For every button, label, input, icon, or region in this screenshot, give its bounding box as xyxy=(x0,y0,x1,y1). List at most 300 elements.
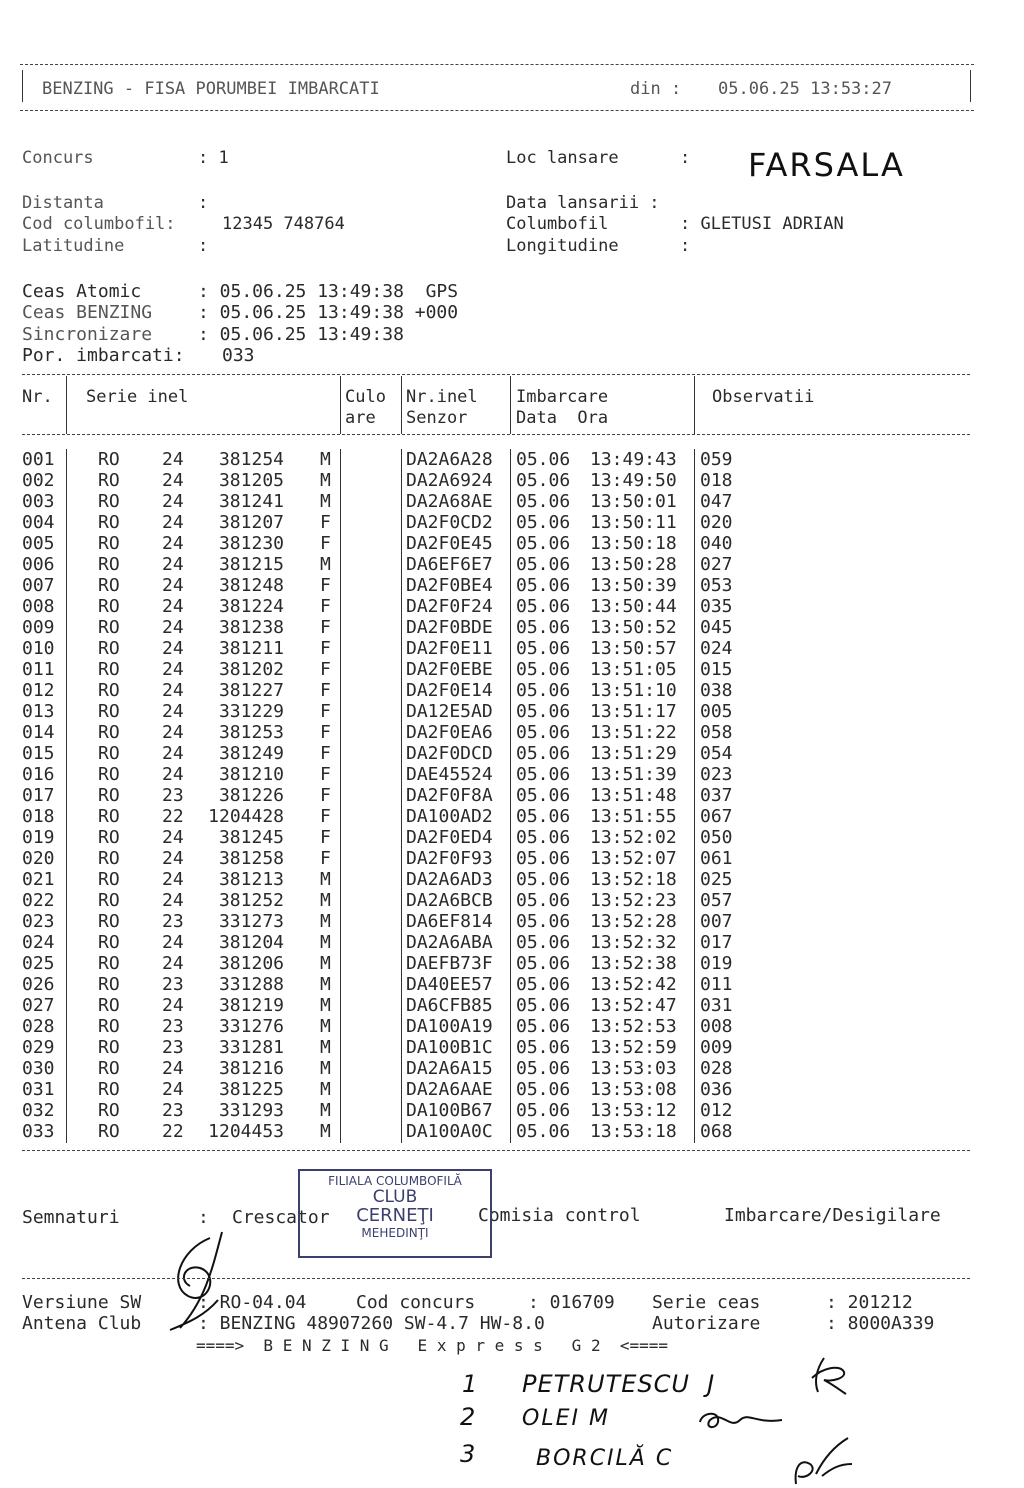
handwritten-initials-3 xyxy=(786,1434,856,1486)
row-year: 24 xyxy=(162,932,184,953)
row-data: 05.06 xyxy=(516,806,571,827)
row-observatii: 011 xyxy=(700,974,733,995)
row-observatii: 059 xyxy=(700,449,733,470)
table-row xyxy=(0,974,1024,995)
row-observatii: 045 xyxy=(700,617,733,638)
row-ora: 13:49:50 xyxy=(590,470,677,491)
handwritten-number-3: 3 xyxy=(460,1440,476,1468)
col-header-serie: Serie inel xyxy=(86,387,189,407)
row-senzor: DAE45524 xyxy=(406,764,493,785)
cod-columbofil-label: Cod columbofil: xyxy=(22,214,176,234)
porumbei-imbarcati-label: Por. imbarcati: xyxy=(22,345,185,366)
row-data: 05.06 xyxy=(516,659,571,680)
row-senzor: DA2A6AD3 xyxy=(406,869,493,890)
row-data: 05.06 xyxy=(516,575,571,596)
date-value: 05.06.25 13:53:27 xyxy=(718,79,892,99)
row-data: 05.06 xyxy=(516,869,571,890)
row-sex: F xyxy=(320,596,331,617)
table-row xyxy=(0,869,1024,890)
row-observatii: 053 xyxy=(700,575,733,596)
row-ora: 13:50:57 xyxy=(590,638,677,659)
row-ring: 381253 xyxy=(218,722,284,743)
row-sex: M xyxy=(320,1058,331,1079)
semnaturi-label: Semnaturi xyxy=(22,1207,120,1228)
table-row xyxy=(0,596,1024,617)
row-data: 05.06 xyxy=(516,995,571,1016)
row-observatii: 023 xyxy=(700,764,733,785)
row-nr: 019 xyxy=(22,827,55,848)
row-data: 05.06 xyxy=(516,1037,571,1058)
row-ring: 381213 xyxy=(218,869,284,890)
row-country: RO xyxy=(98,1079,120,1100)
longitudine-value: : xyxy=(680,236,691,256)
handwritten-number-1: 1 xyxy=(462,1370,478,1398)
row-ora: 13:52:38 xyxy=(590,953,677,974)
row-year: 23 xyxy=(162,974,184,995)
row-country: RO xyxy=(98,1121,120,1142)
row-senzor: DAEFB73F xyxy=(406,953,493,974)
ceas-benzing-value: : 05.06.25 13:49:38 +000 xyxy=(198,302,459,323)
row-year: 24 xyxy=(162,512,184,533)
row-sex: M xyxy=(320,1121,331,1142)
row-data: 05.06 xyxy=(516,701,571,722)
row-data: 05.06 xyxy=(516,1058,571,1079)
row-sex: M xyxy=(320,1079,331,1100)
row-ring: 381219 xyxy=(218,995,284,1016)
autorizare-value: : 8000A339 xyxy=(826,1313,935,1334)
row-senzor: DA2F0E45 xyxy=(406,533,493,554)
row-ora: 13:52:28 xyxy=(590,911,677,932)
row-country: RO xyxy=(98,827,120,848)
row-ring: 381202 xyxy=(218,659,284,680)
table-row xyxy=(0,911,1024,932)
sincronizare-label: Sincronizare xyxy=(22,324,153,345)
table-row xyxy=(0,785,1024,806)
handwritten-name-1: PETRUTESCU J xyxy=(522,1370,716,1398)
col-header-culo: Culo xyxy=(345,387,386,407)
row-ring: 381216 xyxy=(218,1058,284,1079)
row-senzor: DA100A0C xyxy=(406,1121,493,1142)
latitudine-label: Latitudine xyxy=(22,236,125,256)
handwritten-name-3: BORCILĂ C xyxy=(536,1446,674,1471)
row-ring: 381206 xyxy=(218,953,284,974)
cod-columbofil-value: 12345 748764 xyxy=(222,214,345,234)
row-data: 05.06 xyxy=(516,932,571,953)
row-country: RO xyxy=(98,491,120,512)
versiune-value: : RO-04.04 xyxy=(198,1292,307,1313)
row-data: 05.06 xyxy=(516,890,571,911)
row-ora: 13:52:32 xyxy=(590,932,677,953)
table-row xyxy=(0,575,1024,596)
row-nr: 006 xyxy=(22,554,55,575)
header-divider-nrinel xyxy=(510,376,511,434)
handwritten-name-2: OLEI M xyxy=(522,1406,610,1431)
row-nr: 017 xyxy=(22,785,55,806)
row-data: 05.06 xyxy=(516,953,571,974)
row-country: RO xyxy=(98,1037,120,1058)
row-data: 05.06 xyxy=(516,449,571,470)
row-data: 05.06 xyxy=(516,785,571,806)
table-row xyxy=(0,995,1024,1016)
row-nr: 013 xyxy=(22,701,55,722)
row-data: 05.06 xyxy=(516,533,571,554)
row-observatii: 058 xyxy=(700,722,733,743)
row-observatii: 036 xyxy=(700,1079,733,1100)
row-sex: F xyxy=(320,743,331,764)
row-senzor: DA2A6ABA xyxy=(406,932,493,953)
row-year: 24 xyxy=(162,554,184,575)
row-year: 24 xyxy=(162,617,184,638)
row-ring: 381205 xyxy=(218,470,284,491)
row-country: RO xyxy=(98,1100,120,1121)
row-country: RO xyxy=(98,659,120,680)
row-year: 24 xyxy=(162,995,184,1016)
row-sex: M xyxy=(320,554,331,575)
row-country: RO xyxy=(98,512,120,533)
row-year: 24 xyxy=(162,890,184,911)
row-data: 05.06 xyxy=(516,512,571,533)
row-ring: 331281 xyxy=(218,1037,284,1058)
row-year: 24 xyxy=(162,722,184,743)
row-sex: M xyxy=(320,1100,331,1121)
row-sex: F xyxy=(320,659,331,680)
row-senzor: DA2F0ED4 xyxy=(406,827,493,848)
row-data: 05.06 xyxy=(516,596,571,617)
row-observatii: 068 xyxy=(700,1121,733,1142)
row-country: RO xyxy=(98,533,120,554)
row-nr: 015 xyxy=(22,743,55,764)
row-nr: 016 xyxy=(22,764,55,785)
row-senzor: DA2F0F8A xyxy=(406,785,493,806)
row-ring: 381224 xyxy=(218,596,284,617)
row-observatii: 017 xyxy=(700,932,733,953)
handwritten-initials-2 xyxy=(696,1402,786,1436)
cod-concurs-label: Cod concurs xyxy=(356,1292,476,1313)
row-country: RO xyxy=(98,785,120,806)
row-country: RO xyxy=(98,449,120,470)
row-country: RO xyxy=(98,638,120,659)
sincronizare-value: : 05.06.25 13:49:38 xyxy=(198,324,404,345)
row-sex: F xyxy=(320,827,331,848)
row-country: RO xyxy=(98,554,120,575)
row-nr: 002 xyxy=(22,470,55,491)
row-ora: 13:51:17 xyxy=(590,701,677,722)
row-ora: 13:53:03 xyxy=(590,1058,677,1079)
row-ora: 13:53:08 xyxy=(590,1079,677,1100)
date-label: din : xyxy=(630,79,682,99)
row-observatii: 040 xyxy=(700,533,733,554)
row-nr: 008 xyxy=(22,596,55,617)
row-country: RO xyxy=(98,848,120,869)
row-ora: 13:52:42 xyxy=(590,974,677,995)
row-ora: 13:52:53 xyxy=(590,1016,677,1037)
row-ring: 381258 xyxy=(218,848,284,869)
row-country: RO xyxy=(98,680,120,701)
table-header-top-border xyxy=(22,374,970,375)
autorizare-label: Autorizare xyxy=(652,1313,761,1334)
row-senzor: DA2F0CD2 xyxy=(406,512,493,533)
row-data: 05.06 xyxy=(516,470,571,491)
footer-top-border xyxy=(22,1278,970,1279)
row-senzor: DA2F0F24 xyxy=(406,596,493,617)
row-observatii: 054 xyxy=(700,743,733,764)
row-nr: 032 xyxy=(22,1100,55,1121)
row-ring: 381227 xyxy=(218,680,284,701)
row-senzor: DA6EF814 xyxy=(406,911,493,932)
row-ora: 13:50:28 xyxy=(590,554,677,575)
table-row xyxy=(0,701,1024,722)
versiune-label: Versiune SW xyxy=(22,1292,142,1313)
row-nr: 024 xyxy=(22,932,55,953)
row-ring: 1204453 xyxy=(208,1121,284,1142)
row-data: 05.06 xyxy=(516,827,571,848)
row-data: 05.06 xyxy=(516,722,571,743)
row-nr: 004 xyxy=(22,512,55,533)
row-observatii: 027 xyxy=(700,554,733,575)
col-header-observatii: Observatii xyxy=(712,387,815,407)
col-header-imbarcare: Imbarcare xyxy=(516,387,609,407)
row-data: 05.06 xyxy=(516,848,571,869)
row-sex: M xyxy=(320,890,331,911)
row-ring: 381226 xyxy=(218,785,284,806)
loc-lansare-colon: : xyxy=(680,148,691,168)
row-year: 24 xyxy=(162,596,184,617)
row-senzor: DA2A6A15 xyxy=(406,1058,493,1079)
row-sex: M xyxy=(320,911,331,932)
row-observatii: 012 xyxy=(700,1100,733,1121)
row-senzor: DA2A6A28 xyxy=(406,449,493,470)
row-nr: 011 xyxy=(22,659,55,680)
table-row xyxy=(0,617,1024,638)
row-observatii: 057 xyxy=(700,890,733,911)
row-senzor: DA2F0E11 xyxy=(406,638,493,659)
row-sex: F xyxy=(320,680,331,701)
row-nr: 012 xyxy=(22,680,55,701)
distanta-label: Distanta xyxy=(22,193,104,213)
row-data: 05.06 xyxy=(516,491,571,512)
row-nr: 005 xyxy=(22,533,55,554)
row-observatii: 008 xyxy=(700,1016,733,1037)
stamp-line-1: FILIALA COLUMBOFILĂ xyxy=(328,1174,462,1188)
row-ora: 13:53:18 xyxy=(590,1121,677,1142)
row-ring: 381245 xyxy=(218,827,284,848)
table-bottom-border xyxy=(22,1150,970,1151)
row-ring: 381204 xyxy=(218,932,284,953)
header-left-border xyxy=(22,70,23,102)
row-observatii: 038 xyxy=(700,680,733,701)
row-senzor: DA2F0BDE xyxy=(406,617,493,638)
stamp-line-2: CLUB xyxy=(372,1187,418,1207)
row-nr: 028 xyxy=(22,1016,55,1037)
row-senzor: DA100B67 xyxy=(406,1100,493,1121)
row-ring: 381230 xyxy=(218,533,284,554)
row-nr: 033 xyxy=(22,1121,55,1142)
header-top-border xyxy=(20,64,974,65)
row-sex: F xyxy=(320,617,331,638)
row-year: 23 xyxy=(162,1100,184,1121)
row-nr: 029 xyxy=(22,1037,55,1058)
row-sex: M xyxy=(320,932,331,953)
row-observatii: 020 xyxy=(700,512,733,533)
table-row xyxy=(0,1079,1024,1100)
loc-lansare-handwritten: FARSALA xyxy=(748,146,905,184)
columbofil-label: Columbofil xyxy=(506,214,609,234)
row-year: 24 xyxy=(162,701,184,722)
row-senzor: DA2A68AE xyxy=(406,491,493,512)
row-year: 24 xyxy=(162,869,184,890)
row-data: 05.06 xyxy=(516,764,571,785)
concurs-value: : 1 xyxy=(198,148,229,168)
comisia-control-label: Comisia control xyxy=(478,1205,641,1226)
row-nr: 003 xyxy=(22,491,55,512)
row-senzor: DA12E5AD xyxy=(406,701,493,722)
row-sex: F xyxy=(320,764,331,785)
row-nr: 030 xyxy=(22,1058,55,1079)
table-row xyxy=(0,638,1024,659)
row-ring: 381252 xyxy=(218,890,284,911)
handwritten-number-2: 2 xyxy=(460,1403,476,1431)
row-country: RO xyxy=(98,953,120,974)
table-row xyxy=(0,722,1024,743)
table-header-bottom-border xyxy=(22,434,970,435)
row-nr: 021 xyxy=(22,869,55,890)
table-row xyxy=(0,932,1024,953)
table-row xyxy=(0,680,1024,701)
row-senzor: DA2A6BCB xyxy=(406,890,493,911)
row-country: RO xyxy=(98,743,120,764)
row-country: RO xyxy=(98,932,120,953)
row-data: 05.06 xyxy=(516,911,571,932)
row-observatii: 047 xyxy=(700,491,733,512)
row-ring: 381207 xyxy=(218,512,284,533)
row-data: 05.06 xyxy=(516,680,571,701)
row-senzor: DA2F0DCD xyxy=(406,743,493,764)
row-sex: M xyxy=(320,869,331,890)
row-country: RO xyxy=(98,617,120,638)
row-ring: 331276 xyxy=(218,1016,284,1037)
row-sex: F xyxy=(320,785,331,806)
row-senzor: DA2F0F93 xyxy=(406,848,493,869)
table-row xyxy=(0,848,1024,869)
row-ora: 13:51:10 xyxy=(590,680,677,701)
row-data: 05.06 xyxy=(516,743,571,764)
row-ring: 381211 xyxy=(218,638,284,659)
row-nr: 009 xyxy=(22,617,55,638)
row-ora: 13:52:23 xyxy=(590,890,677,911)
row-country: RO xyxy=(98,701,120,722)
row-ring: 1204428 xyxy=(208,806,284,827)
row-data: 05.06 xyxy=(516,554,571,575)
row-ora: 13:52:59 xyxy=(590,1037,677,1058)
row-data: 05.06 xyxy=(516,617,571,638)
row-year: 23 xyxy=(162,1037,184,1058)
row-year: 24 xyxy=(162,638,184,659)
row-sex: F xyxy=(320,722,331,743)
distanta-value: : xyxy=(198,193,209,213)
row-sex: M xyxy=(320,953,331,974)
row-observatii: 009 xyxy=(700,1037,733,1058)
header-divider-nr xyxy=(66,376,67,434)
row-ora: 13:49:43 xyxy=(590,449,677,470)
row-data: 05.06 xyxy=(516,974,571,995)
semnaturi-colon: : xyxy=(198,1207,209,1228)
crescator-label: Crescator xyxy=(232,1207,330,1228)
table-row xyxy=(0,1037,1024,1058)
row-senzor: DA100AD2 xyxy=(406,806,493,827)
row-senzor: DA100A19 xyxy=(406,1016,493,1037)
row-sex: F xyxy=(320,575,331,596)
row-observatii: 015 xyxy=(700,659,733,680)
col-header-nrinel: Nr.inel xyxy=(406,387,478,407)
row-year: 24 xyxy=(162,1079,184,1100)
row-ora: 13:52:47 xyxy=(590,995,677,1016)
ceas-benzing-label: Ceas BENZING xyxy=(22,302,153,323)
row-data: 05.06 xyxy=(516,1016,571,1037)
handwritten-initials-1 xyxy=(806,1356,850,1396)
col-header-nr: Nr. xyxy=(22,387,53,407)
row-year: 24 xyxy=(162,575,184,596)
row-country: RO xyxy=(98,974,120,995)
row-year: 24 xyxy=(162,659,184,680)
row-observatii: 028 xyxy=(700,1058,733,1079)
row-observatii: 025 xyxy=(700,869,733,890)
table-row xyxy=(0,554,1024,575)
row-year: 24 xyxy=(162,953,184,974)
header-bottom-border xyxy=(20,110,974,111)
row-country: RO xyxy=(98,575,120,596)
row-sex: M xyxy=(320,470,331,491)
table-row xyxy=(0,890,1024,911)
row-sex: F xyxy=(320,848,331,869)
row-data: 05.06 xyxy=(516,638,571,659)
row-ora: 13:51:55 xyxy=(590,806,677,827)
row-nr: 007 xyxy=(22,575,55,596)
row-year: 24 xyxy=(162,827,184,848)
row-nr: 001 xyxy=(22,449,55,470)
row-ring: 381215 xyxy=(218,554,284,575)
row-sex: M xyxy=(320,449,331,470)
club-stamp xyxy=(298,1169,492,1258)
row-year: 22 xyxy=(162,1121,184,1142)
brand-line: ====> B E N Z I N G E x p r e s s G 2 <==== xyxy=(196,1336,669,1355)
row-senzor: DA100B1C xyxy=(406,1037,493,1058)
row-country: RO xyxy=(98,995,120,1016)
col-header-data-ora: Data Ora xyxy=(516,408,609,428)
row-year: 24 xyxy=(162,533,184,554)
row-year: 23 xyxy=(162,1016,184,1037)
row-nr: 026 xyxy=(22,974,55,995)
latitudine-value: : xyxy=(198,236,209,256)
table-row xyxy=(0,659,1024,680)
ceas-atomic-label: Ceas Atomic xyxy=(22,281,142,302)
row-country: RO xyxy=(98,911,120,932)
antena-club-label: Antena Club xyxy=(22,1313,142,1334)
row-country: RO xyxy=(98,869,120,890)
row-country: RO xyxy=(98,596,120,617)
col-header-are: are xyxy=(345,408,376,428)
row-year: 24 xyxy=(162,470,184,491)
row-ora: 13:52:02 xyxy=(590,827,677,848)
row-sex: F xyxy=(320,638,331,659)
row-observatii: 018 xyxy=(700,470,733,491)
table-row xyxy=(0,1121,1024,1142)
table-row xyxy=(0,764,1024,785)
row-year: 24 xyxy=(162,848,184,869)
row-year: 24 xyxy=(162,1058,184,1079)
row-observatii: 031 xyxy=(700,995,733,1016)
row-data: 05.06 xyxy=(516,1121,571,1142)
row-senzor: DA6EF6E7 xyxy=(406,554,493,575)
